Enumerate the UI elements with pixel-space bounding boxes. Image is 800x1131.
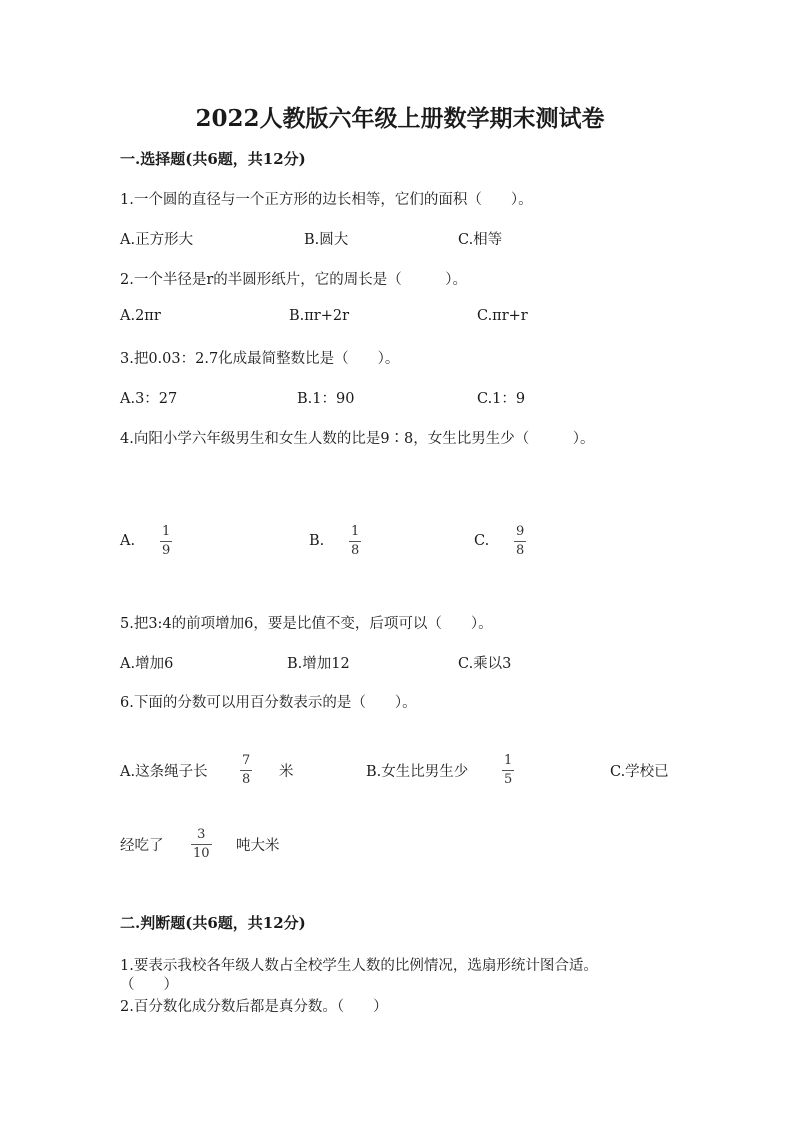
question-6-option-b-prefix: B.女生比男生少 — [366, 764, 469, 780]
question-6-option-c-fraction — [191, 828, 212, 860]
page-title: 2022人教版六年级上册数学期末测试卷 — [195, 105, 605, 132]
fraction-denominator: 9 — [162, 542, 171, 558]
question-6-option-c-continuation: 经吃了 — [120, 838, 164, 854]
question-2-text: 2.一个半径是r的半圆形纸片，它的周长是（ ）。 — [120, 272, 468, 288]
question-5-text: 5.把3:4的前项增加6，要是比值不变，后项可以（ ）。 — [120, 616, 493, 632]
judgment-2-text: 2.百分数化成分数后都是真分数。（ ） — [120, 999, 388, 1015]
question-2-option-b: B.πr+2r — [289, 308, 350, 324]
question-4-option-b-label: B. — [309, 533, 325, 549]
question-3-text: 3.把0.03：2.7化成最简整数比是（ ）。 — [120, 351, 400, 367]
fraction-bar — [349, 541, 361, 542]
question-1-text: 1.一个圆的直径与一个正方形的边长相等，它们的面积（ ）。 — [120, 192, 533, 208]
question-5-option-b: B.增加12 — [287, 656, 350, 672]
question-6-option-a-fraction — [240, 754, 252, 786]
judgment-1-blank: （ ） — [120, 977, 178, 993]
question-6-text: 6.下面的分数可以用百分数表示的是（ ）。 — [120, 695, 417, 711]
question-4-option-c-fraction — [514, 525, 526, 557]
question-6-option-b-fraction — [502, 754, 514, 786]
fraction-bar — [514, 541, 526, 542]
question-1-option-a: A.正方形大 — [120, 232, 194, 248]
fraction-numerator: 1 — [162, 524, 171, 539]
fraction-numerator: 3 — [197, 827, 206, 842]
fraction-denominator: 8 — [242, 771, 251, 787]
question-6-option-c-suffix: 吨大米 — [236, 838, 280, 854]
question-2-option-c: C.πr+r — [477, 308, 528, 324]
question-4-option-b-fraction — [349, 525, 361, 557]
question-6-option-a-prefix: A.这条绳子长 — [120, 764, 208, 780]
judgment-1-text: 1.要表示我校各年级人数占全校学生人数的比例情况，选扇形统计图合适。 — [120, 958, 598, 974]
question-1-option-c: C.相等 — [458, 232, 503, 248]
fraction-numerator: 7 — [242, 753, 251, 768]
question-2-option-a: A.2πr — [120, 308, 161, 324]
question-6-option-a-suffix: 米 — [279, 764, 294, 780]
question-5-option-a: A.增加6 — [120, 656, 174, 672]
question-4-option-a-fraction — [160, 525, 172, 557]
question-3-option-c: C.1：9 — [477, 391, 526, 407]
fraction-denominator: 5 — [504, 771, 513, 787]
fraction-denominator: 8 — [351, 542, 360, 558]
fraction-bar — [502, 770, 514, 771]
question-4-text: 4.向阳小学六年级男生和女生人数的比是9∶8，女生比男生少（ ）。 — [120, 431, 595, 447]
question-3-option-b: B.1：90 — [297, 391, 355, 407]
question-3-option-a: A.3：27 — [120, 391, 178, 407]
fraction-numerator: 9 — [516, 524, 525, 539]
question-4-option-a-label: A. — [120, 533, 136, 549]
question-1-option-b: B.圆大 — [304, 232, 349, 248]
fraction-bar — [191, 844, 212, 845]
question-5-option-c: C.乘以3 — [458, 656, 512, 672]
fraction-denominator: 10 — [193, 845, 210, 861]
fraction-numerator: 1 — [504, 753, 513, 768]
fraction-denominator: 8 — [516, 542, 525, 558]
section-heading-choice: 一.选择题(共6题，共12分) — [120, 150, 306, 168]
question-4-option-c-label: C. — [474, 533, 490, 549]
fraction-bar — [240, 770, 252, 771]
fraction-numerator: 1 — [351, 524, 360, 539]
question-6-option-c-prefix: C.学校已 — [610, 764, 669, 780]
fraction-bar — [160, 541, 172, 542]
section-heading-judgment: 二.判断题(共6题，共12分) — [120, 914, 306, 932]
